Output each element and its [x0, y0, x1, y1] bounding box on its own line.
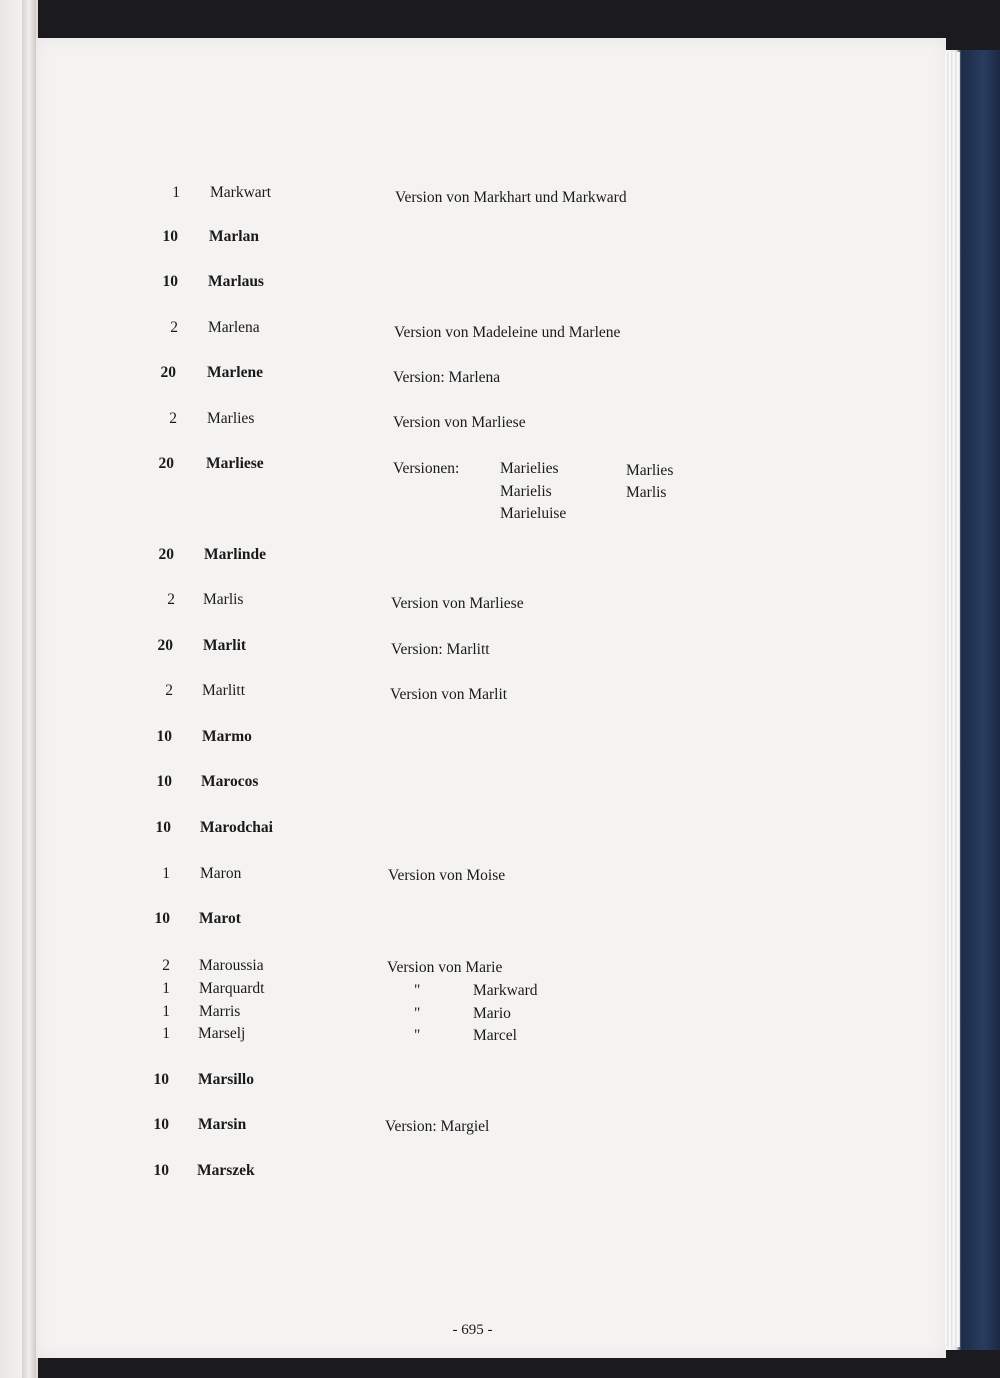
- entry-count: 20: [157, 637, 173, 654]
- page-edges: [944, 52, 960, 1347]
- entry-name: Marsillo: [198, 1071, 254, 1088]
- entry-count: 1: [172, 184, 180, 201]
- entry-name: Marodchai: [200, 819, 273, 836]
- entry-count: 20: [158, 455, 174, 472]
- ditto-mark: ": [414, 982, 421, 999]
- entry-name: Marliese: [206, 455, 264, 472]
- entry-description: Version von Marie: [387, 959, 503, 976]
- entry-name: Markwart: [210, 184, 272, 201]
- entry-count: 10: [155, 819, 171, 836]
- entry-name: Marquardt: [199, 980, 265, 997]
- entry-count: 10: [162, 273, 178, 290]
- entry-name: Marot: [199, 910, 241, 927]
- entry-name: Marlena: [208, 319, 260, 336]
- entry-description: Version: Margiel: [385, 1118, 490, 1135]
- entry-count: 2: [167, 591, 175, 608]
- entry-count: 10: [156, 773, 172, 790]
- entry-name: Marocos: [201, 773, 259, 790]
- entry-name: Maron: [200, 865, 242, 882]
- entry-name: Marmo: [202, 728, 252, 745]
- entry-count: 10: [153, 1071, 169, 1088]
- entry-name: Marselj: [198, 1025, 246, 1042]
- entry-count: 2: [170, 319, 178, 336]
- version-name: Marieluise: [500, 505, 567, 522]
- entry-name: Maroussia: [199, 957, 264, 974]
- entry-count: 1: [162, 980, 170, 997]
- version-name: Marlis: [626, 484, 667, 501]
- entry-count: 1: [162, 1003, 170, 1020]
- entry-name: Marris: [199, 1003, 241, 1020]
- book-spine: [22, 0, 36, 1378]
- entry-name: Marlit: [203, 637, 247, 654]
- entry-description: Version von Markhart und Markward: [395, 189, 627, 206]
- entry-name: Marlaus: [208, 273, 264, 290]
- entry-count: 10: [153, 1116, 169, 1133]
- entry-count: 20: [158, 546, 174, 563]
- entry-description: Versionen:: [393, 460, 460, 477]
- entry-name: Marlene: [207, 364, 263, 381]
- entry-name: Marlan: [209, 228, 259, 245]
- entry-count: 2: [162, 957, 170, 974]
- page-number: - 695 -: [452, 1322, 493, 1338]
- entry-name: Marlis: [203, 591, 244, 608]
- entry-description: Version von Moise: [388, 867, 506, 884]
- entry-count: 1: [162, 865, 170, 882]
- entry-count: 20: [160, 364, 176, 381]
- entry-description: Version von Marliese: [393, 414, 526, 431]
- entry-count: 10: [153, 1162, 169, 1179]
- entry-count: 2: [165, 682, 173, 699]
- entry-name: Marlies: [207, 410, 255, 427]
- entry-name: Marlinde: [204, 546, 266, 563]
- entry-count: 10: [154, 910, 170, 927]
- entry-description: Version von Marlit: [390, 686, 508, 703]
- entry-description: Version: Marlitt: [391, 641, 490, 658]
- version-name: Marlies: [626, 462, 674, 479]
- ditto-target: Marcel: [473, 1027, 517, 1044]
- version-name: Marielies: [500, 460, 559, 477]
- entry-count: 10: [156, 728, 172, 745]
- entry-count: 1: [162, 1025, 170, 1042]
- version-name: Marielis: [500, 483, 552, 500]
- entry-name: Marlitt: [202, 682, 246, 699]
- ditto-mark: ": [414, 1027, 421, 1044]
- entry-count: 2: [169, 410, 177, 427]
- ditto-target: Markward: [473, 982, 538, 999]
- ditto-mark: ": [414, 1005, 421, 1022]
- entry-count: 10: [162, 228, 178, 245]
- entry-description: Version von Madeleine und Marlene: [394, 324, 621, 341]
- entry-name: Marsin: [198, 1116, 247, 1133]
- entry-description: Version von Marliese: [391, 595, 524, 612]
- entry-description: Version: Marlena: [393, 369, 501, 386]
- entry-name: Marszek: [197, 1162, 255, 1179]
- ditto-target: Mario: [473, 1005, 511, 1022]
